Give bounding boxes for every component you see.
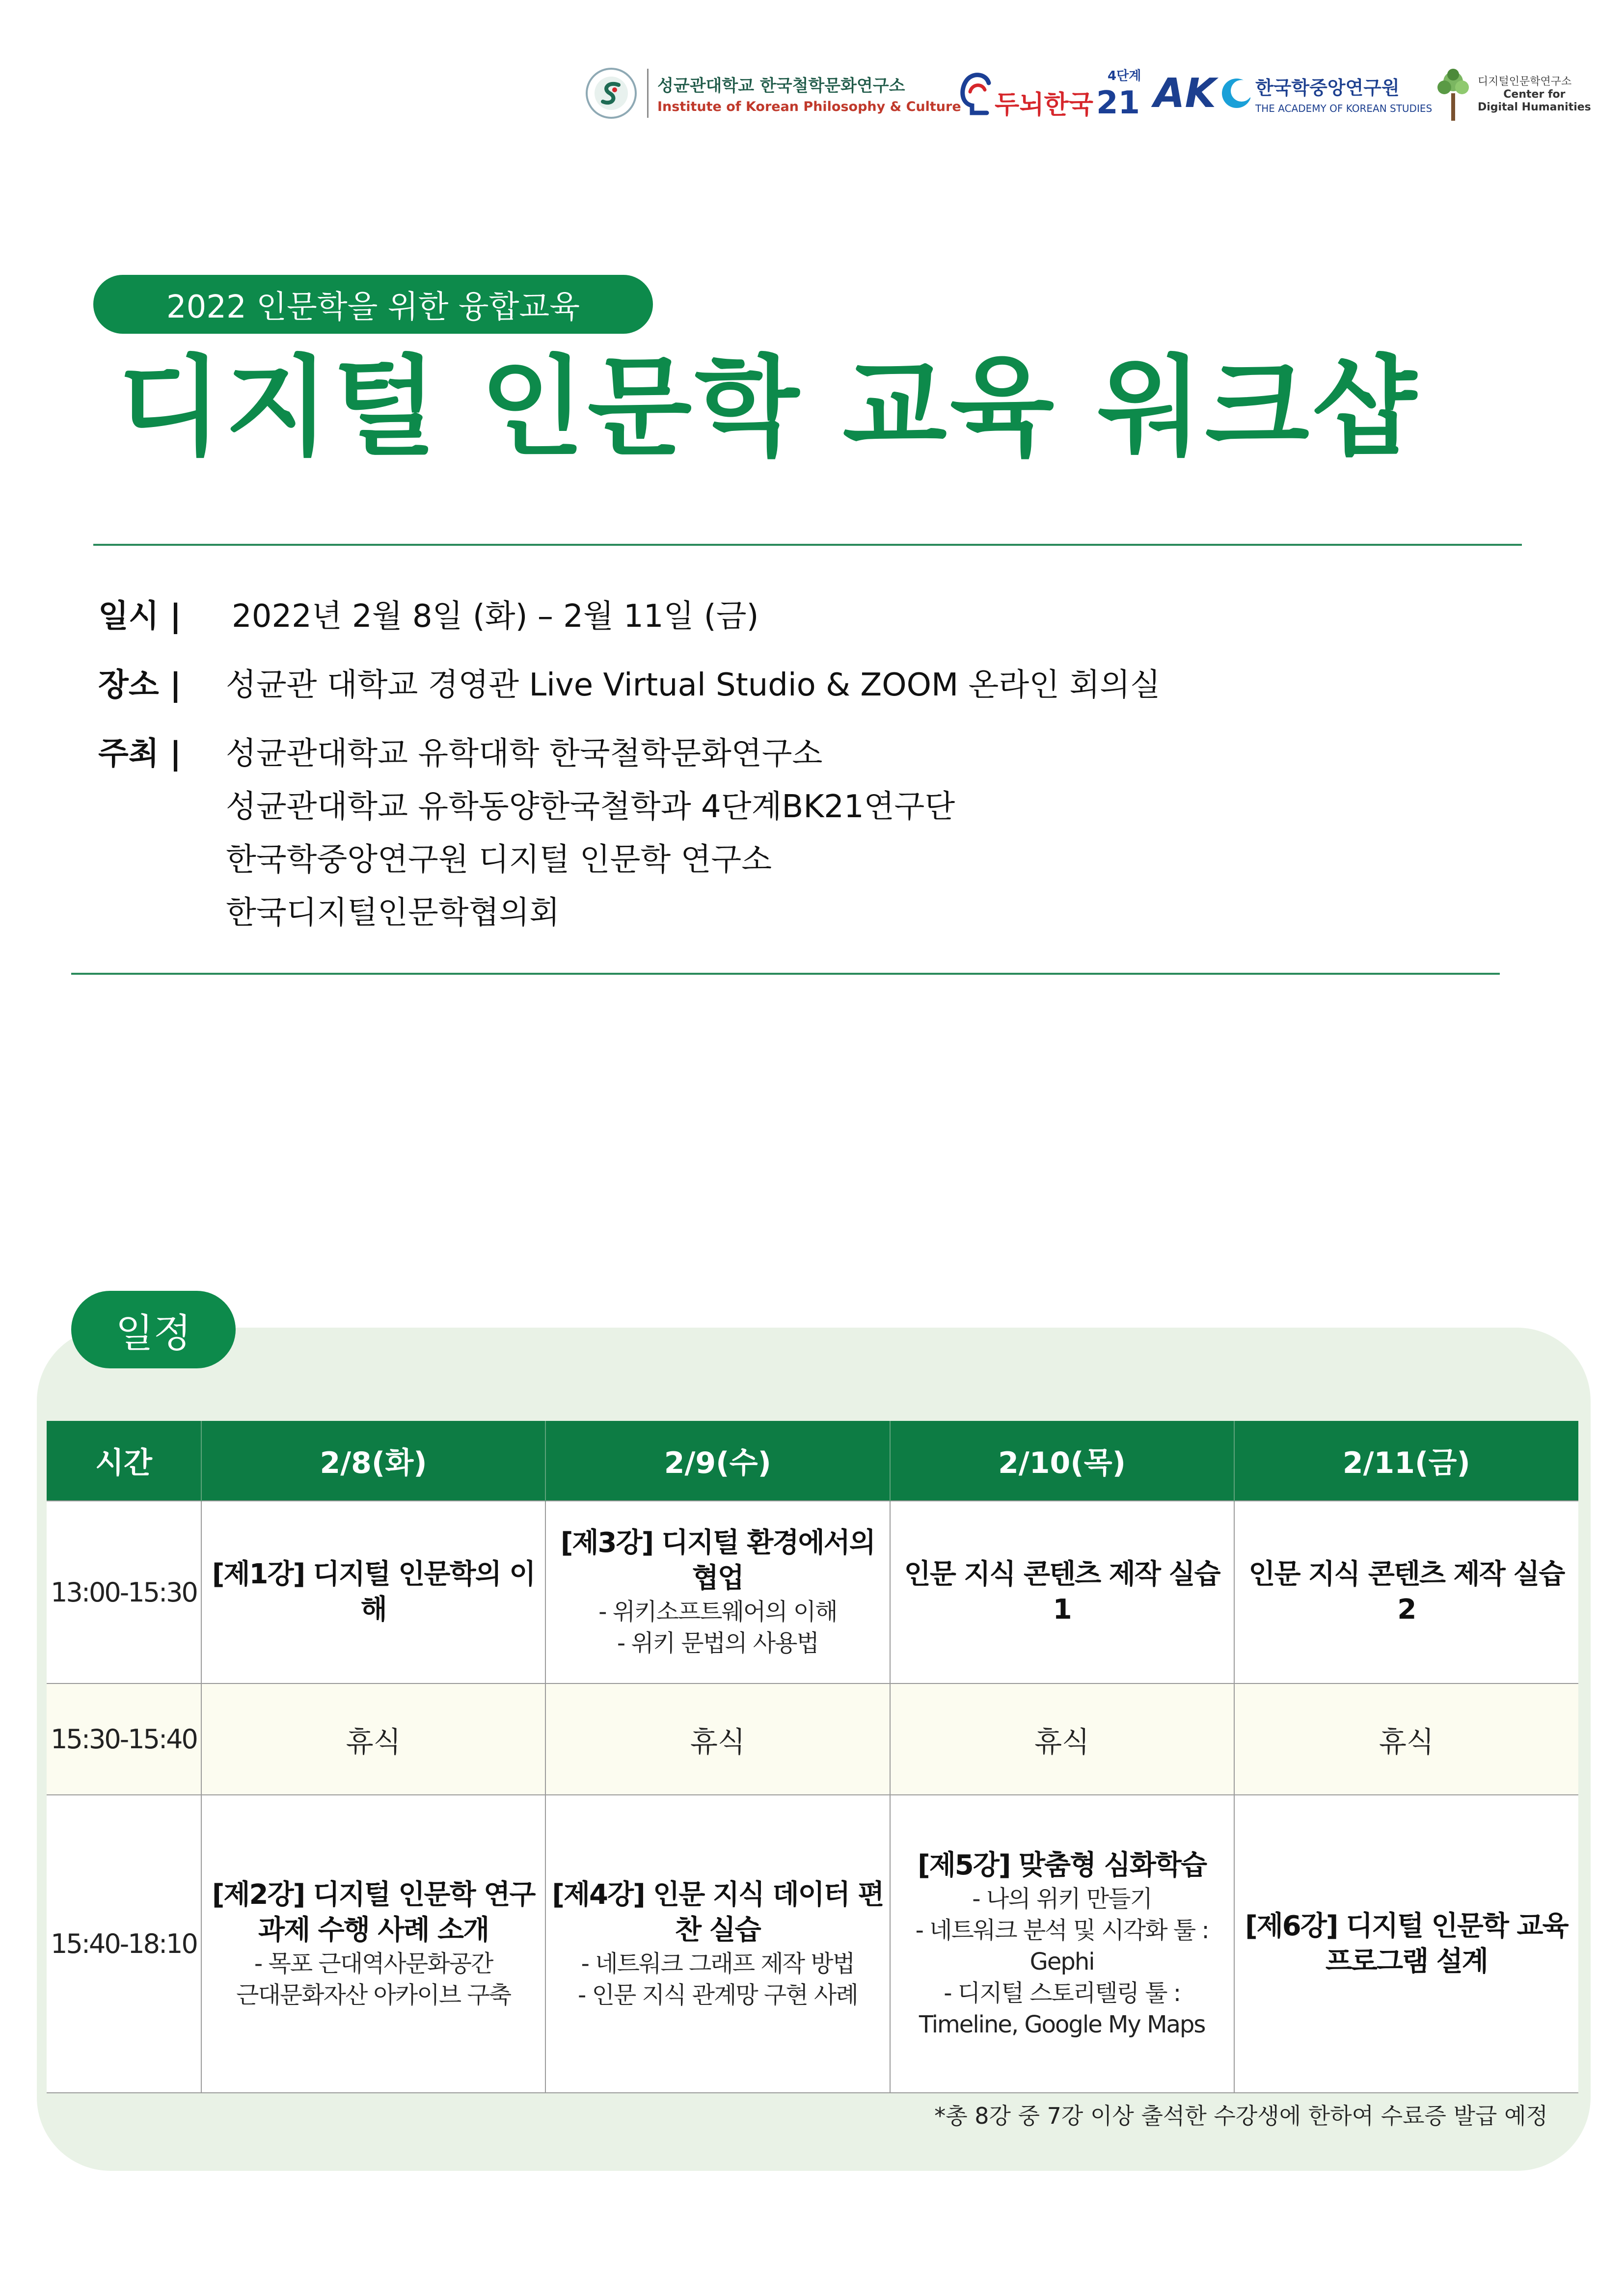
session-detail: - 목포 근대역사문화공간 bbox=[254, 1949, 493, 1977]
host-item: 성균관대학교 유학동양한국철학과 4단계BK21연구단 bbox=[226, 789, 955, 825]
session-title: [제5강] 맞춤형 심화학습 bbox=[918, 1849, 1207, 1881]
host-item: 성균관대학교 유학대학 한국철학문화연구소 bbox=[226, 736, 823, 772]
session-detail: - 네트워크 분석 및 시각화 툴 : Gephi bbox=[915, 1916, 1209, 1976]
break-label: 휴식 bbox=[690, 1725, 745, 1759]
cdh-logo-english-2: Digital Humanities bbox=[1478, 101, 1591, 113]
host-list bbox=[226, 727, 955, 939]
logo-bar bbox=[584, 59, 1615, 128]
bk21-badge: 4단계 bbox=[1108, 68, 1141, 83]
host-item: 한국디지털인문학협의회 bbox=[226, 895, 560, 931]
break-label: 휴식 bbox=[346, 1725, 401, 1759]
event-info bbox=[98, 594, 1161, 963]
info-venue-label: 장소 | bbox=[98, 667, 182, 703]
subtitle-pill: 2022 인문학을 위한 융합교육 bbox=[93, 275, 653, 334]
info-date-row bbox=[98, 594, 1161, 639]
time-cell: 15:30-15:40 bbox=[47, 1683, 201, 1795]
schedule-label: 일정 bbox=[71, 1291, 236, 1368]
session-cell bbox=[890, 1501, 1234, 1683]
session-title: [제4강] 인문 지식 데이터 편찬 실습 bbox=[552, 1878, 884, 1946]
info-host-label: 주최 | bbox=[98, 736, 182, 772]
session-title: [제2강] 디지털 인문학 연구과제 수행 사례 소개 bbox=[212, 1878, 535, 1946]
session-title: [제3강] 디지털 환경에서의 협업 bbox=[560, 1527, 875, 1594]
host-item: 한국학중앙연구원 디지털 인문학 연구소 bbox=[226, 842, 772, 878]
session-title: [제6강] 디지털 인문학 교육 프로그램 설계 bbox=[1245, 1910, 1568, 1977]
break-label: 휴식 bbox=[1379, 1725, 1434, 1759]
table-row bbox=[47, 1795, 1578, 2093]
aks-swoosh-icon bbox=[1216, 71, 1250, 115]
bk21-logo bbox=[957, 59, 1141, 128]
session-detail: 근대문화자산 아카이브 구축 bbox=[236, 1981, 511, 2009]
break-cell bbox=[201, 1683, 545, 1795]
page-title: 디지털 인문학 교육 워크샵 bbox=[118, 345, 1420, 470]
break-label: 휴식 bbox=[1034, 1725, 1090, 1759]
cdh-logo bbox=[1434, 59, 1591, 128]
aks-logo bbox=[1154, 59, 1432, 128]
session-detail: - 디지털 스토리텔링 툴 : bbox=[944, 1979, 1181, 2007]
column-header-time: 시간 bbox=[47, 1421, 201, 1501]
session-cell bbox=[1234, 1501, 1578, 1683]
skku-logo-english: Institute of Korean Philosophy & Culture bbox=[657, 99, 961, 114]
column-header-day2: 2/9(수) bbox=[545, 1421, 890, 1501]
info-venue-value: 성균관 대학교 경영관 Live Virtual Studio & ZOOM 온라인 회의실 bbox=[226, 667, 1161, 703]
bk21-name: 두뇌한국 bbox=[995, 90, 1093, 120]
session-detail: - 위키 문법의 사용법 bbox=[617, 1629, 818, 1657]
brain-head-icon bbox=[957, 66, 992, 120]
skku-logo-korean: 성균관대학교 한국철학문화연구소 bbox=[657, 76, 905, 96]
time-cell: 15:40-18:10 bbox=[47, 1795, 201, 2093]
info-venue-row bbox=[98, 663, 1161, 708]
info-date-value: 2022년 2월 8일 (화) – 2월 11일 (금) bbox=[232, 598, 759, 635]
divider-top bbox=[93, 544, 1522, 546]
session-cell bbox=[545, 1501, 890, 1683]
divider-bottom bbox=[71, 973, 1500, 975]
session-detail: Timeline, Google My Maps bbox=[919, 2010, 1205, 2038]
skku-emblem-icon bbox=[584, 66, 638, 120]
schedule-table bbox=[47, 1421, 1578, 2093]
tree-icon bbox=[1434, 64, 1473, 123]
break-cell bbox=[1234, 1683, 1578, 1795]
skku-logo bbox=[584, 59, 961, 128]
session-cell bbox=[201, 1795, 545, 2093]
column-header-day1: 2/8(화) bbox=[201, 1421, 545, 1501]
schedule-header-row bbox=[47, 1421, 1578, 1501]
cdh-logo-korean: 디지털인문학연구소 bbox=[1478, 75, 1572, 88]
aks-logo-english: THE ACADEMY OF KOREAN STUDIES bbox=[1255, 102, 1433, 114]
time-cell: 13:00-15:30 bbox=[47, 1501, 201, 1683]
cdh-logo-english-1: Center for bbox=[1503, 88, 1566, 101]
session-title: 인문 지식 콘텐츠 제작 실습 1 bbox=[904, 1558, 1220, 1626]
aks-mark: AK bbox=[1154, 70, 1217, 117]
break-cell bbox=[890, 1683, 1234, 1795]
session-cell bbox=[201, 1501, 545, 1683]
aks-logo-korean: 한국학중앙연구원 bbox=[1255, 77, 1400, 99]
session-detail: - 위키소프트웨어의 이해 bbox=[598, 1598, 837, 1626]
info-host-row bbox=[98, 731, 1161, 939]
session-title: [제1강] 디지털 인문학의 이해 bbox=[212, 1558, 535, 1626]
session-title: 인문 지식 콘텐츠 제작 실습 2 bbox=[1248, 1558, 1565, 1626]
column-header-day3: 2/10(목) bbox=[890, 1421, 1234, 1501]
column-header-day4: 2/11(금) bbox=[1234, 1421, 1578, 1501]
bk21-number: 21 bbox=[1096, 84, 1140, 121]
session-cell bbox=[1234, 1795, 1578, 2093]
session-detail: - 나의 위키 만들기 bbox=[972, 1885, 1152, 1913]
session-cell bbox=[545, 1795, 890, 2093]
session-detail: - 인문 지식 관계망 구현 사례 bbox=[578, 1981, 858, 2009]
break-cell bbox=[545, 1683, 890, 1795]
attendance-note: *총 8강 중 7강 이상 출석한 수강생에 한하여 수료증 발급 예정 bbox=[934, 2103, 1548, 2129]
info-date-label: 일시 | bbox=[98, 598, 182, 635]
table-row bbox=[47, 1501, 1578, 1683]
session-cell bbox=[890, 1795, 1234, 2093]
session-detail: - 네트워크 그래프 제작 방법 bbox=[581, 1949, 855, 1977]
table-row bbox=[47, 1683, 1578, 1795]
